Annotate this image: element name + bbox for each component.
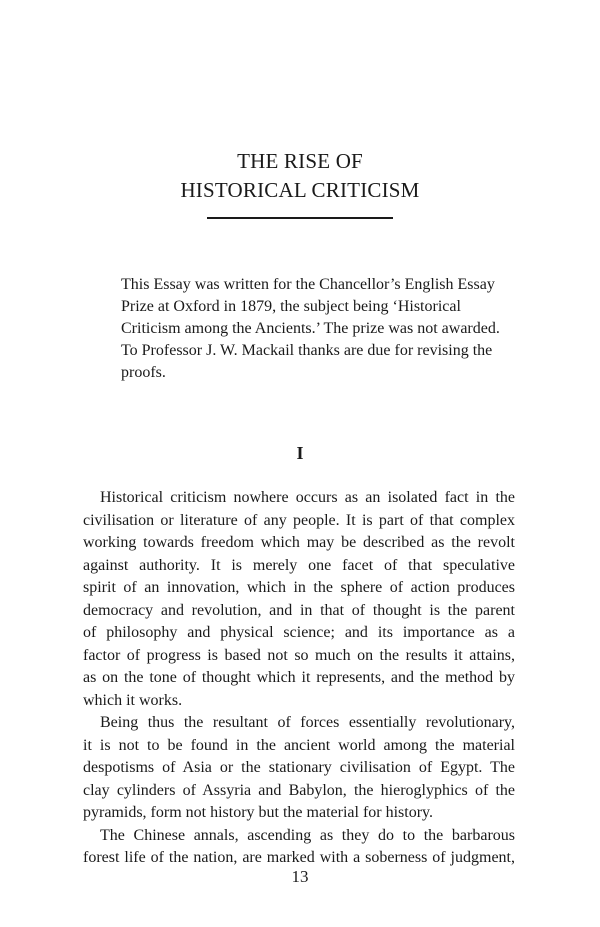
text-line: The Chinese annals, ascending as they do to the barbarous <box>100 826 515 844</box>
text-line: of philosophy and physical science; and its importance as a <box>83 624 515 641</box>
text-line: clay cylinders of Assyria and Babylon, the hieroglyphics of the <box>83 781 515 799</box>
note-line: This Essay was written for the Chancellor’s English Essay <box>121 276 495 293</box>
body-text <box>83 487 515 870</box>
title-divider <box>207 217 393 219</box>
paragraph <box>83 825 515 870</box>
text-line: democracy and revolution, and in that of thought is the parent <box>83 601 515 619</box>
text-line: spirit of an innovation, which in the sphere of action produces <box>83 579 515 596</box>
text-line: working towards freedom which may be described as the revolt <box>83 534 515 551</box>
chapter-title-line-2: HISTORICAL CRITICISM <box>180 178 420 202</box>
note-line: To Professor J. W. Mackail thanks are due for revising the <box>121 342 493 359</box>
prefatory-note <box>121 274 511 384</box>
page-number: 13 <box>291 867 309 886</box>
text-line: it is not to be found in the ancient world among the material <box>83 736 515 754</box>
chapter-title-line-1: THE RISE OF <box>237 149 363 173</box>
text-line: pyramids, form not history but the material for history. <box>83 804 434 821</box>
text-line: which it works. <box>83 691 183 709</box>
section-heading: I <box>296 443 304 463</box>
note-line: Criticism among the Ancients.’ The prize was not awarded. <box>121 320 500 337</box>
chapter-title <box>0 147 600 205</box>
text-line: Being thus the resultant of forces essentially revolutionary, <box>100 714 515 731</box>
text-line: civilisation or literature of any people. It is part of that complex <box>83 511 515 529</box>
text-line: despotisms of Asia or the stationary civilisation of Egypt. The <box>83 759 515 776</box>
note-line: Prize at Oxford in 1879, the subject being ‘Historical <box>121 298 461 315</box>
text-line: factor of progress is based not so much on the results it attains, <box>83 646 515 664</box>
text-line: against authority. It is merely one facet of that speculative <box>83 556 515 574</box>
text-line: Historical criticism nowhere occurs as an isolated fact in the <box>100 489 515 506</box>
text-line: as on the tone of thought which it represents, and the method by <box>83 669 515 686</box>
paragraph <box>83 487 515 712</box>
paragraph <box>83 712 515 825</box>
note-line: proofs. <box>121 364 166 381</box>
text-line: forest life of the nation, are marked with a soberness of judgment, <box>83 849 515 866</box>
